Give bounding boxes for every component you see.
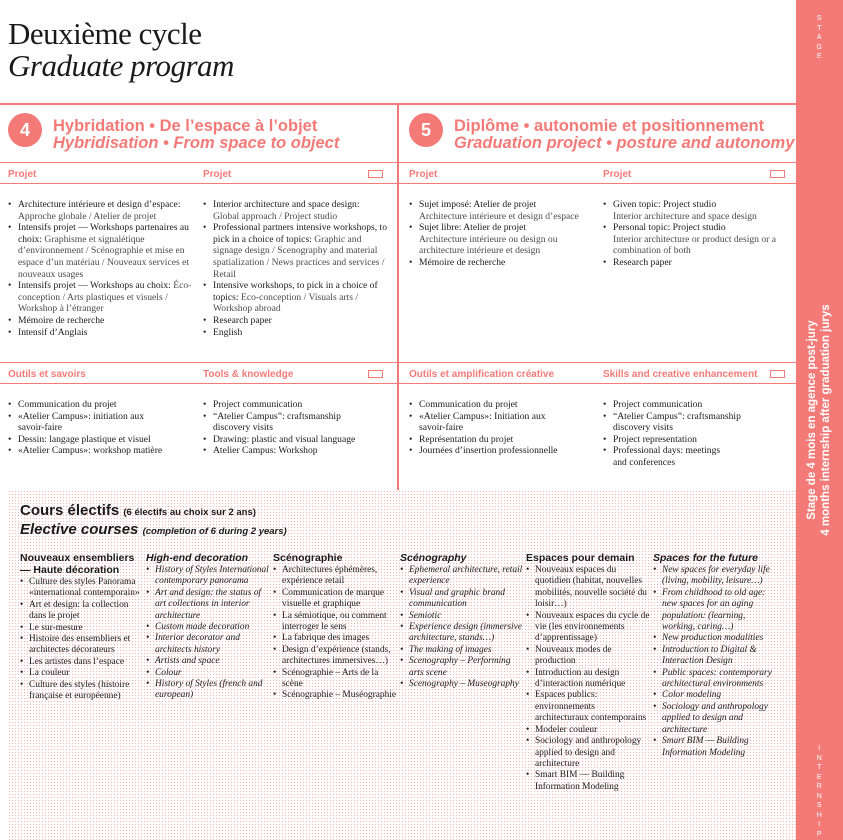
list-item: • Intensifs projet — Workshops partenaires au choix: Graphisme et signalétique d’environnement / Scénographie et mise en espace d’un matériau / Nouveaux services et nouveaux usages: [8, 222, 196, 280]
list-item: • Sujet imposé: Atelier de projet Architecture intérieure et design d’espace: [409, 199, 589, 222]
list-item: • La fabrique des images: [273, 633, 397, 644]
list-item: • Introduction au design d’interaction numérique: [526, 668, 650, 691]
list-item: • Le sur-mesure: [20, 623, 144, 634]
module-4-title-en: Hybridisation • From space to object: [53, 134, 340, 152]
list-item: • Smart BIM — Building Information Modeling: [653, 736, 777, 759]
list-item: • Scénographie – Arts de la scène: [273, 668, 397, 691]
elective-list: [273, 565, 397, 702]
m4-tools-label-fr: Outils et savoirs: [8, 369, 86, 380]
list-item: • Intensif d’Anglais: [8, 327, 196, 339]
list-item: • Nouveaux modes de production: [526, 645, 650, 668]
internship-line-en: 4 months internship after graduation jurys: [820, 304, 832, 536]
m4-projet-list-en: [203, 199, 389, 338]
rule-projet-bottom: [0, 183, 796, 184]
list-item: • Introduction to Digital & Interaction Design: [653, 645, 777, 668]
module-5-title-en: Graduation project • posture and autonomy: [454, 134, 795, 152]
list-item: • Public spaces: contemporary architectural environments: [653, 668, 777, 691]
electives-panel: [8, 490, 796, 840]
list-item: • Custom made decoration: [146, 622, 270, 633]
list-item: • The making of images: [400, 645, 524, 656]
list-item: • Scénographie – Muséographie: [273, 690, 397, 701]
internship-line-fr: Stage de 4 mois en agence post-jury: [806, 320, 818, 520]
list-item: • Research paper: [203, 315, 389, 327]
m5-projet-list-en: [603, 199, 789, 269]
m4-tools-list-fr: [8, 399, 196, 457]
list-item: • Nouveaux espaces du quotidien (habitat, nouvelles mobilités, nouvelle société du loisir…): [526, 565, 650, 611]
list-item: • Experience design (immersive architecture, stands…): [400, 622, 524, 645]
list-item: • English: [203, 327, 389, 339]
list-item: • Communication du projet: [409, 399, 589, 411]
page-title: [8, 18, 234, 82]
elective-column: [526, 552, 650, 793]
m4-tools-list-en: [203, 399, 389, 457]
list-item: • Interior architecture and space design: Global approach / Project studio: [203, 199, 389, 222]
list-item: • Colour: [146, 668, 270, 679]
module-5-title-fr: Diplôme • autonomie et positionnement: [454, 117, 765, 135]
list-item: • New spaces for everyday life (living, mobility, leisure…): [653, 565, 777, 588]
list-item: • History of Styles International contemporary panorama: [146, 565, 270, 588]
list-item: • Architecture intérieure et design d’espace: Approche globale / Atelier de projet: [8, 199, 196, 222]
en-flag-icon: [770, 170, 785, 178]
elective-column: [400, 552, 524, 690]
list-item: • Culture des styles (histoire française et européenne): [20, 680, 144, 703]
electives-note-fr: (6 électifs au choix sur 2 ans): [123, 507, 256, 518]
list-item: • Atelier Campus: Workshop: [203, 445, 389, 457]
list-item: • Drawing: plastic and visual language: [203, 434, 389, 446]
list-item: • Sujet libre: Atelier de projet Architecture intérieure ou design ou architecture intérieure et design: [409, 222, 589, 257]
m4-projet-label-en: Projet: [203, 169, 232, 180]
list-item: • Semiotic: [400, 611, 524, 622]
module-5-header: [409, 106, 794, 162]
list-item: • «Atelier Campus»: workshop matière: [8, 445, 196, 457]
list-item: • La sémiotique, ou comment interroger le sens: [273, 611, 397, 634]
list-item: • Art and design: the status of art collections in interior architecture: [146, 588, 270, 622]
list-item: • Art et design: la collection dans le projet: [20, 600, 144, 623]
list-item: • Smart BIM — Building Information Modeling: [526, 770, 650, 793]
en-flag-icon: [368, 170, 383, 178]
elective-column-heading: Scénographie: [273, 552, 343, 564]
list-item: • Sociology and anthropology applied to design and architecture: [526, 736, 650, 770]
title-en: Graduate program: [8, 48, 234, 83]
module-4-header: [8, 106, 393, 162]
list-item: • La couleur: [20, 668, 144, 679]
list-item: • Espaces publics: environnements architecturaux contemporains: [526, 690, 650, 724]
m5-projet-list-fr: [409, 199, 589, 269]
list-item: • Intensifs projet — Workshops au choix: Éco-conception / Arts plastiques et visuels / Workshop à l’étranger: [8, 280, 196, 315]
list-item: • Color modeling: [653, 690, 777, 701]
list-item: • Communication du projet: [8, 399, 196, 411]
list-item: • Scenography – Museography: [400, 679, 524, 690]
internship-text: [805, 304, 833, 535]
list-item: • Architectures éphémères, expérience retail: [273, 565, 397, 588]
rule-tools-bottom: [0, 383, 796, 384]
elective-list: [146, 565, 270, 702]
m5-projet-label-fr: Projet: [409, 169, 438, 180]
elective-list: [400, 565, 524, 690]
elective-column: [273, 552, 397, 702]
m5-tools-label-fr: Outils et amplification créative: [409, 369, 555, 380]
m5-tools-label-en: Skills and creative enhancement: [603, 369, 758, 380]
elective-column: [20, 552, 144, 702]
list-item: • Design d’expérience (stands, architectures immersives…): [273, 645, 397, 668]
m5-projet-label-en: Projet: [603, 169, 632, 180]
list-item: • Dessin: langage plastique et visuel: [8, 434, 196, 446]
elective-column-heading: Espaces pour demain: [526, 552, 635, 564]
rule-projet-top: [0, 162, 796, 163]
electives-title: [20, 502, 287, 540]
elective-list: [20, 577, 144, 702]
list-item: • Intensive workshops, to pick in a choice of topics: Eco-conception / Visuals arts / Workshop abroad: [203, 280, 389, 315]
elective-list: [653, 565, 777, 759]
en-flag-icon: [770, 370, 785, 378]
electives-note-en: (completion of 6 during 2 years): [142, 526, 287, 537]
list-item: • Histoire des ensembliers et architectes décorateurs: [20, 634, 144, 657]
elective-column-heading: Scénography: [400, 552, 467, 564]
list-item: • Scenography – Performing arts scene: [400, 656, 524, 679]
m5-tools-list-en: [603, 399, 789, 469]
module-4-number: 4: [8, 113, 42, 147]
list-item: • From childhood to old age: new spaces for an aging population: (learning, working, caring…): [653, 588, 777, 634]
list-item: • Research paper: [603, 257, 789, 269]
rule-tools-top: [0, 362, 796, 363]
list-item: • Sociology and anthropology applied to design and architecture: [653, 702, 777, 736]
list-item: • Communication de marque visuelle et graphique: [273, 588, 397, 611]
list-item: • Représentation du projet: [409, 434, 589, 446]
m4-projet-list-fr: [8, 199, 196, 338]
list-item: • Ephemeral architecture, retail experience: [400, 565, 524, 588]
m5-tools-list-fr: [409, 399, 589, 457]
elective-column: [653, 552, 777, 759]
list-item: • «Atelier Campus»: initiation aux savoir-faire: [8, 411, 158, 434]
list-item: • Professional days: meetings and conferences: [603, 445, 733, 468]
list-item: • History of Styles (french and european): [146, 679, 270, 702]
list-item: • Modeler couleur: [526, 725, 650, 736]
elective-column-heading: Spaces for the future: [653, 552, 759, 564]
elective-column: [146, 552, 270, 702]
list-item: • Mémoire de recherche: [8, 315, 196, 327]
list-item: • Visual and graphic brand communication: [400, 588, 524, 611]
list-item: • Les artistes dans l’espace: [20, 657, 144, 668]
list-item: • Nouveaux espaces du cycle de vie (les environnements d’apprentissage): [526, 611, 650, 645]
elective-column-heading: Nouveaux ensembliers — Haute décoration: [20, 552, 135, 576]
list-item: • “Atelier Campus”: craftsmanship discovery visits: [603, 411, 763, 434]
m4-projet-label-fr: Projet: [8, 169, 37, 180]
internship-band: [796, 0, 843, 840]
electives-title-fr: Cours électifs: [20, 502, 120, 519]
list-item: • Project representation: [603, 434, 789, 446]
list-item: • «Atelier Campus»: Initiation aux savoir-faire: [409, 411, 559, 434]
list-item: • Journées d’insertion professionnelle: [409, 445, 589, 457]
list-item: • “Atelier Campus”: craftsmanship discovery visits: [203, 411, 363, 434]
list-item: • Culture des styles Panorama «international contemporain»: [20, 577, 144, 600]
list-item: • Artists and space: [146, 656, 270, 667]
en-flag-icon: [368, 370, 383, 378]
title-fr: Deuxième cycle: [8, 16, 202, 51]
list-item: • Mémoire de recherche: [409, 257, 589, 269]
elective-column-heading: High-end decoration: [146, 552, 249, 564]
m4-tools-label-en: Tools & knowledge: [203, 369, 294, 380]
elective-list: [526, 565, 650, 793]
list-item: • Given topic: Project studio Interior architecture and space design: [603, 199, 789, 222]
list-item: • Project communication: [603, 399, 789, 411]
list-item: • New production modalities: [653, 633, 777, 644]
list-item: • Project communication: [203, 399, 389, 411]
internship-label: I N T E R N S H I P: [816, 745, 823, 838]
electives-title-en: Elective courses: [20, 521, 139, 538]
module-4-title-fr: Hybridation • De l’espace à l’objet: [53, 117, 318, 135]
list-item: • Professional partners intensive workshops, to pick in a choice of topics: Graphic and signage design / Scenography and material spatialization / News practices and services / Retail: [203, 222, 389, 280]
list-item: • Personal topic: Project studio Interior architecture or product design or a combination of both: [603, 222, 789, 257]
module-5-number: 5: [409, 113, 443, 147]
stage-label: S T A G E: [816, 15, 823, 60]
list-item: • Interior decorator and architects history: [146, 633, 270, 656]
